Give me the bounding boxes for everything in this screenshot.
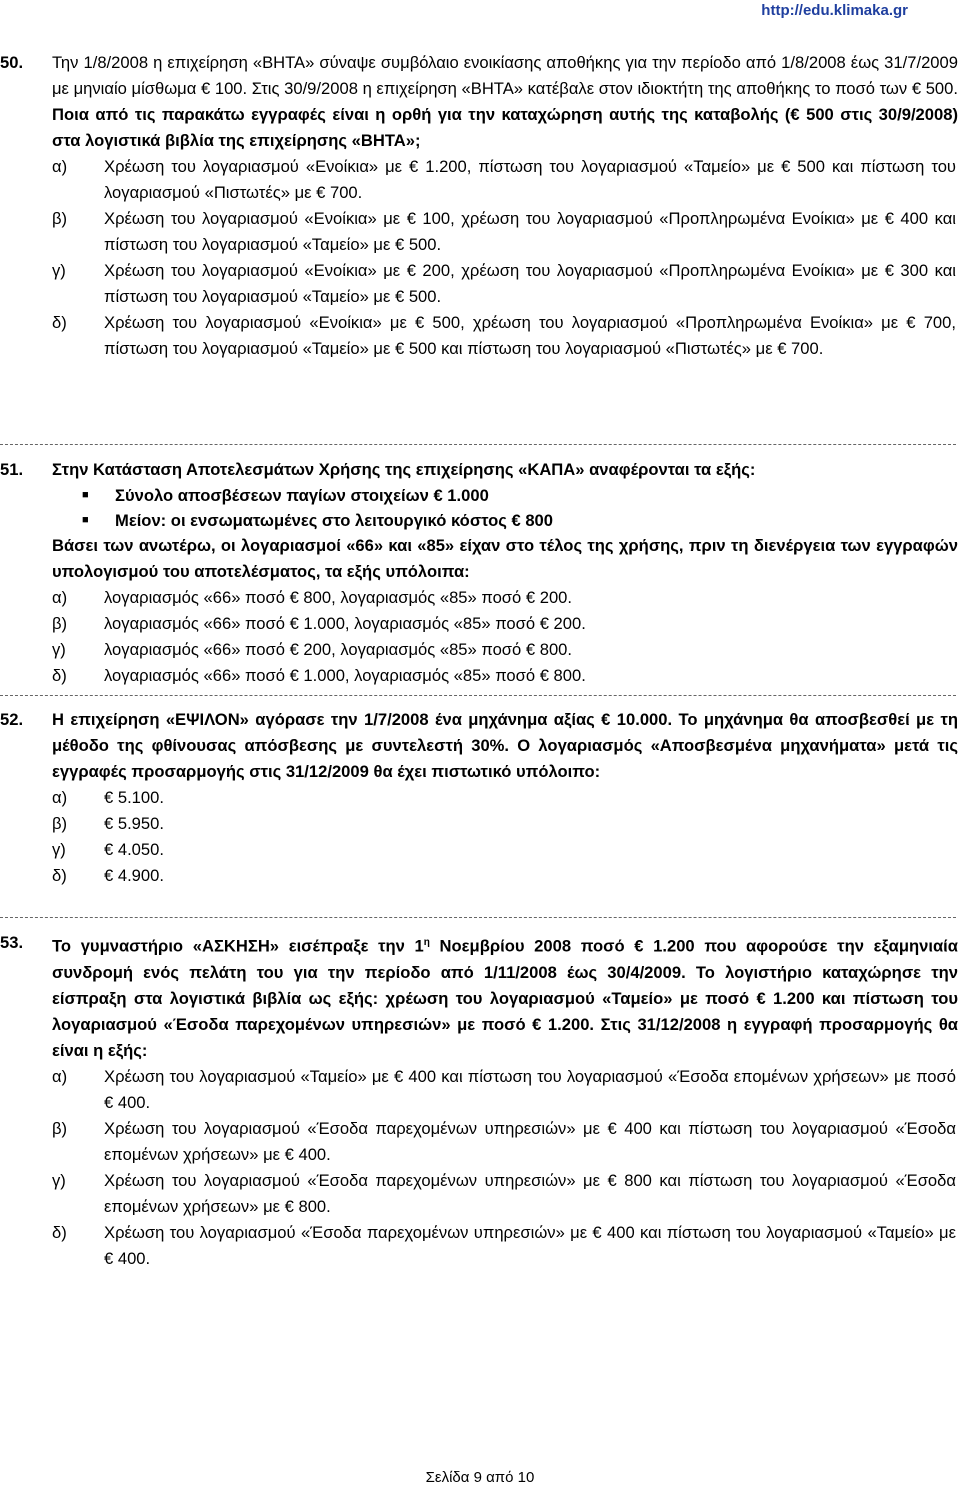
question-51-stem-text: Στην Κατάσταση Αποτελεσμάτων Χρήσης της επιχείρησης «ΚΑΠΑ» αναφέρονται τα εξής: <box>52 460 756 479</box>
question-divider <box>0 917 956 918</box>
question-number: 52. <box>0 710 24 729</box>
question-51-stem <box>0 457 958 483</box>
option-label: β) <box>52 614 68 633</box>
option-text: λογαριασμός «66» ποσό € 800, λογαριασμός «85» ποσό € 200. <box>104 588 573 607</box>
bullet-item <box>0 483 958 508</box>
bullet-item <box>0 508 958 533</box>
option-label: δ) <box>52 313 67 332</box>
question-number: 51. <box>0 460 24 479</box>
header-url-link[interactable]: http://edu.klimaka.gr <box>761 2 908 19</box>
question-53 <box>0 930 958 1272</box>
question-53-stem <box>0 930 958 1064</box>
option-text: λογαριασμός «66» ποσό € 200, λογαριασμός «85» ποσό € 800. <box>104 640 573 659</box>
option-b <box>0 611 958 637</box>
option-text: Χρέωση του λογαριασμού «Ενοίκια» με € 200, χρέωση του λογαριασμού «Προπληρωμένα Ενοίκια» με € 300 και πίστωση του λογαριασμού «Ταμείο» με € 500. <box>104 261 956 306</box>
option-text: Χρέωση του λογαριασμού «Ενοίκια» με € 100, χρέωση του λογαριασμού «Προπληρωμένα Ενοίκια» με € 400 και πίστωση του λογαριασμού «Ταμείο» με € 500. <box>104 209 956 254</box>
option-label: α) <box>52 788 68 807</box>
option-c <box>0 258 958 310</box>
ordinal-superscript: η <box>423 937 430 948</box>
question-52 <box>0 707 958 889</box>
option-d <box>0 663 958 689</box>
option-b <box>0 206 958 258</box>
option-d <box>0 863 958 889</box>
option-b <box>0 1116 958 1168</box>
question-50-stem <box>0 50 958 154</box>
option-label: δ) <box>52 866 67 885</box>
option-text: € 4.900. <box>104 866 164 885</box>
question-50-stem-normal: Την 1/8/2008 η επιχείρηση «ΒΗΤΑ» σύναψε συμβόλαιο ενοικίασης αποθήκης για την περίοδο από 1/8/2008 έως 31/7/2009 με μηνιαίο μίσθωμα € 100. Στις 30/9/2008 η επιχείρηση «ΒΗΤΑ» κατέβαλε στον ιδιοκτήτη της αποθήκης το ποσό των € 500. <box>52 53 958 98</box>
bullet-text: Μείον: οι ενσωματωμένες στο λειτουργικό κόστος € 800 <box>115 511 554 530</box>
option-text: Χρέωση του λογαριασμού «Έσοδα παρεχομένων υπηρεσιών» με € 800 και πίστωση του λογαριασμού «Έσοδα επομένων χρήσεων» με € 800. <box>104 1170 956 1216</box>
option-label: α) <box>52 1066 68 1086</box>
option-d <box>0 1220 958 1272</box>
option-text: € 5.100. <box>104 788 164 807</box>
option-label: β) <box>52 814 68 833</box>
question-50-stem-bold: Ποια από τις παρακάτω εγγραφές είναι η ορθή για την καταχώρηση αυτής της καταβολής (€ 500 στις 30/9/2008) στα λογιστικά βιβλία της επιχείρησης «ΒΗΤΑ»; <box>52 105 958 150</box>
option-text: λογαριασμός «66» ποσό € 1.000, λογαριασμός «85» ποσό € 200. <box>104 614 586 633</box>
option-text: Χρέωση του λογαριασμού «Έσοδα παρεχομένων υπηρεσιών» με € 400 και πίστωση του λογαριασμού «Έσοδα επομένων χρήσεων» με € 400. <box>104 1118 956 1164</box>
option-c <box>0 637 958 663</box>
option-label: γ) <box>52 840 66 859</box>
option-text: Χρέωση του λογαριασμού «Ενοίκια» με € 500, χρέωση του λογαριασμού «Προπληρωμένα Ενοίκια» με € 700, πίστωση του λογαριασμού «Ταμείο» με € 500 και πίστωση του λογαριασμού «Πιστωτές» με € 700. <box>104 313 956 358</box>
question-divider <box>0 444 956 445</box>
option-label: γ) <box>52 640 66 659</box>
question-52-stem-text: Η επιχείρηση «ΕΨΙΛΟΝ» αγόρασε την 1/7/2008 ένα μηχάνημα αξίας € 10.000. Το μηχάνημα θα αποσβεσθεί με τη μέθοδο της φθίνουσας απόσβεσης με συντελεστή 30%. Ο λογαριασμός «Αποσβεσμένα μηχανήματα» μετά τις εγγραφές προσαρμογής στις 31/12/2009 θα έχει πιστωτικό υπόλοιπο: <box>52 710 958 781</box>
option-text: € 5.950. <box>104 814 164 833</box>
question-number: 53. <box>0 933 24 952</box>
square-bullet-icon: ■ <box>82 489 89 501</box>
option-a <box>0 1064 958 1116</box>
question-number: 50. <box>0 53 24 72</box>
question-51 <box>0 457 958 689</box>
option-text: Χρέωση του λογαριασμού «Έσοδα παρεχομένων υπηρεσιών» με € 400 και πίστωση του λογαριασμού «Ταμείο» με € 400. <box>104 1222 956 1268</box>
option-c <box>0 837 958 863</box>
question-51-question: Βάσει των ανωτέρω, οι λογαριασμοί «66» και «85» είχαν στο τέλος της χρήσης, πριν τη διενέργεια των εγγραφών υπολογισμού του αποτελέσματος, τα εξής υπόλοιπα: <box>52 536 958 581</box>
option-text: λογαριασμός «66» ποσό € 1.000, λογαριασμός «85» ποσό € 800. <box>104 666 586 685</box>
option-label: β) <box>52 1118 68 1138</box>
option-a <box>0 585 958 611</box>
page-number-footer: Σελίδα 9 από 10 <box>425 1469 535 1486</box>
option-c <box>0 1168 958 1220</box>
option-text: Χρέωση του λογαριασμού «Ενοίκια» με € 1.200, πίστωση του λογαριασμού «Ταμείο» με € 500 και πίστωση του λογαριασμού «Πιστωτές» με € 700. <box>104 157 956 202</box>
question-50 <box>0 50 958 362</box>
question-divider <box>0 695 956 696</box>
question-52-stem <box>0 707 958 785</box>
option-label: γ) <box>52 261 66 280</box>
option-label: δ) <box>52 666 67 685</box>
option-label: β) <box>52 209 68 228</box>
option-label: α) <box>52 588 68 607</box>
option-d <box>0 310 958 362</box>
option-label: δ) <box>52 1222 67 1242</box>
question-53-stem-a: Το γυμναστήριο «ΑΣΚΗΣΗ» εισέπραξε την 1 <box>52 936 424 956</box>
option-label: α) <box>52 157 68 176</box>
option-a <box>0 785 958 811</box>
option-b <box>0 811 958 837</box>
square-bullet-icon: ■ <box>82 514 89 526</box>
bullet-text: Σύνολο αποσβέσεων παγίων στοιχείων € 1.000 <box>115 486 489 505</box>
option-a <box>0 154 958 206</box>
question-53-stem-b: Νοεμβρίου 2008 ποσό € 1.200 που αφορούσε την εξαμηνιαία συνδρομή ενός πελάτη του για την περίοδο από 1/11/2008 έως 30/4/2009. Το λογιστήριο καταχώρησε την είσπραξη στα λογιστικά βιβλία ως εξής: χρέωση του λογαριασμού «Ταμείο» με ποσό € 1.200 και πίστωση του λογαριασμού «Έσοδα παρεχομένων υπηρεσιών» με ποσό € 1.200. Στις 31/12/2008 η εγγραφή προσαρμογής θα είναι η εξής: <box>52 936 958 1060</box>
option-text: € 4.050. <box>104 840 164 859</box>
option-label: γ) <box>52 1170 66 1190</box>
option-text: Χρέωση του λογαριασμού «Ταμείο» με € 400 και πίστωση του λογαριασμού «Έσοδα επομένων χρήσεων» με ποσό € 400. <box>104 1066 956 1112</box>
